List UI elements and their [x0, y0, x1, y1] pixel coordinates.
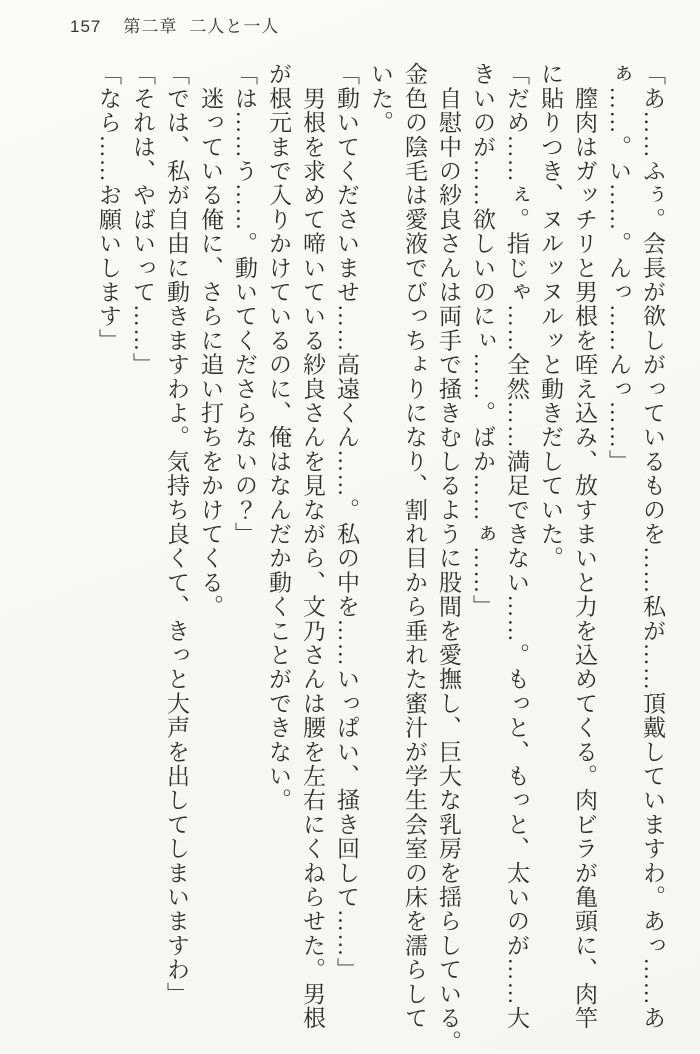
text-line: 「それは、やばいって……」	[130, 62, 155, 377]
text-line: 「動いてくださいませ……高遠くん……。私の中を……いっぱい、掻き回して……」	[334, 62, 359, 982]
paragraph	[261, 62, 329, 1046]
text-line: 「は……う……。動いてくださらないの？」	[232, 62, 257, 546]
text-line: 自慰中の紗良さんは両手で掻きむしるように股間を愛撫し、巨大な乳房を揺らしている。	[436, 62, 461, 1054]
text-line: 膣肉はガッチリと男根を咥え込み、放すまいと力を込めてくる。肉ビラが亀頭に、肉竿	[572, 62, 597, 1030]
paragraph	[227, 62, 261, 1046]
chapter-label: 第二章	[123, 17, 178, 36]
text-line: 「では、私が自由に動きますわよ。気持ち良くて、きっと大声を出してしまいますわ」	[164, 62, 189, 1006]
running-head	[70, 12, 279, 37]
text-line: いた。	[368, 62, 393, 135]
paragraph	[125, 62, 159, 1046]
text-line: きいのが……欲しいのにぃ……。ばか……ぁ……」	[470, 62, 495, 619]
text-line: 「だめ……ぇ。指じゃ……全然……満足できない……。もっと、もっと、太いのが……大	[504, 62, 529, 1030]
text-line: 迷っている俺に、さらに追い打ちをかけてくる。	[198, 62, 223, 619]
paragraph	[533, 62, 601, 1046]
text-line: 男根を求めて啼いている紗良さんを見ながら、文乃さんは腰を左右にくねらせた。男根	[300, 62, 325, 1030]
paragraph	[193, 62, 227, 1046]
paragraph	[363, 62, 465, 1054]
paragraph	[91, 62, 125, 1046]
text-line: に貼りつき、ヌルッヌルッと動きだしていた。	[538, 62, 563, 571]
paragraph	[465, 62, 533, 1046]
text-line: 金色の陰毛は愛液でびっちょりになり、割れ目から垂れた蜜汁が学生会室の床を濡らして	[402, 62, 427, 1030]
text-line: ぁ……。い……。んっ……んっ……」	[606, 62, 631, 474]
text-line: 「あ……ふぅ。会長が欲しがっているものを……私が……頂戴していますわ。あっ……あ	[640, 62, 665, 1030]
text-line: が根元まで入りかけているのに、俺はなんだか動くことができない。	[266, 62, 291, 813]
chapter-title: 二人と一人	[189, 17, 280, 36]
body-text	[91, 62, 669, 1054]
page-number: 157	[70, 17, 102, 36]
paragraph	[159, 62, 193, 1046]
text-line: 「なら……お願いします」	[96, 62, 121, 353]
paragraph	[601, 62, 669, 1046]
paragraph	[329, 62, 363, 1046]
